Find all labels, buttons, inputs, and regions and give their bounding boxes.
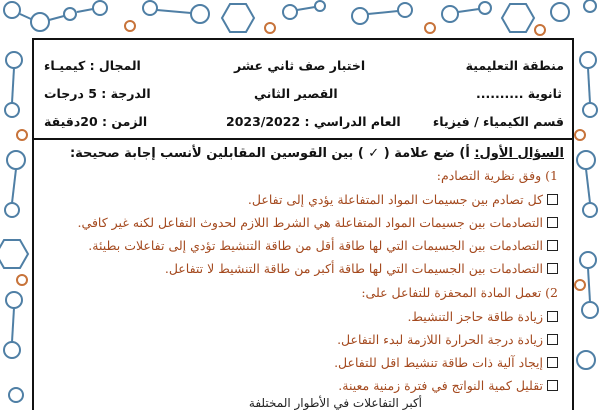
answer-checkbox[interactable] xyxy=(547,240,558,251)
item-1-option-1[interactable]: كل تصادم بين جسيمات المواد المتفاعلة يؤدي إلى تفاعل. xyxy=(248,192,558,207)
score-label: الدرجة : 5 درجات xyxy=(44,86,151,101)
item-2-option-4[interactable]: تقليل كمية النواتج في فترة زمنية معينة. xyxy=(338,378,558,393)
header-row-2 xyxy=(34,82,572,106)
department-label: قسم الكيمياء / فيزياء xyxy=(432,114,564,129)
item-1-option-3[interactable]: التصادمات بين الجسيمات التي لها طاقة أقل من طاقة التنشيط تؤدي إلى تفاعلات بطيئة. xyxy=(88,238,558,253)
item-1-option-4[interactable]: التصادمات بين الجسيمات التي لها طاقة أكبر من طاقة التنشيط لا تتفاعل. xyxy=(165,261,558,276)
exam-paper xyxy=(32,38,574,410)
time-label: الزمن : 20دقيقة xyxy=(44,114,148,129)
section-label: القصير الثاني xyxy=(254,86,338,101)
school-label: ثانوية .......... xyxy=(475,86,562,101)
header-divider xyxy=(34,138,572,140)
question-label: السؤال الأول: xyxy=(474,146,564,161)
item-2-option-1[interactable]: زيادة طاقة حاجز التنشيط. xyxy=(407,309,558,324)
question-heading xyxy=(70,146,564,161)
answer-checkbox[interactable] xyxy=(547,357,558,368)
item-2-option-2[interactable]: زيادة درجة الحرارة اللازمة لبدء التفاعل. xyxy=(337,332,558,347)
answer-checkbox[interactable] xyxy=(547,311,558,322)
year-label: العام الدراسي : 2023/2022 xyxy=(226,114,401,129)
answer-checkbox[interactable] xyxy=(547,334,558,345)
region-label: منطقة التعليمية xyxy=(465,58,564,73)
answer-checkbox[interactable] xyxy=(547,263,558,274)
field-label: المجال : كيميـاء xyxy=(44,58,141,73)
cut-off-text: أكبر التفاعلات في الأطوار المختلفة xyxy=(248,396,422,410)
item-2-stem: 2) تعمل المادة المحفزة للتفاعل على: xyxy=(361,285,558,300)
question-instruction: أ) ضع علامة ( ✓ ) بين القوسين المقابلين لأنسب إجابة صحيحة: xyxy=(69,146,470,161)
answer-checkbox[interactable] xyxy=(547,194,558,205)
item-2-option-3[interactable]: إيجاد آلية ذات طاقة تنشيط اقل للتفاعل. xyxy=(334,355,558,370)
header-row-1 xyxy=(34,54,572,78)
answer-checkbox[interactable] xyxy=(547,380,558,391)
item-1-stem: 1) وفق نظرية التصادم: xyxy=(436,168,558,183)
answer-checkbox[interactable] xyxy=(547,217,558,228)
header-row-3 xyxy=(34,110,572,134)
item-1-option-2[interactable]: التصادمات بين جسيمات المواد المتفاعلة هي الشرط اللازم لحدوث التفاعل لكنه غير كافي. xyxy=(78,215,558,230)
exam-title: اختبار صف ثاني عشر xyxy=(234,58,366,73)
